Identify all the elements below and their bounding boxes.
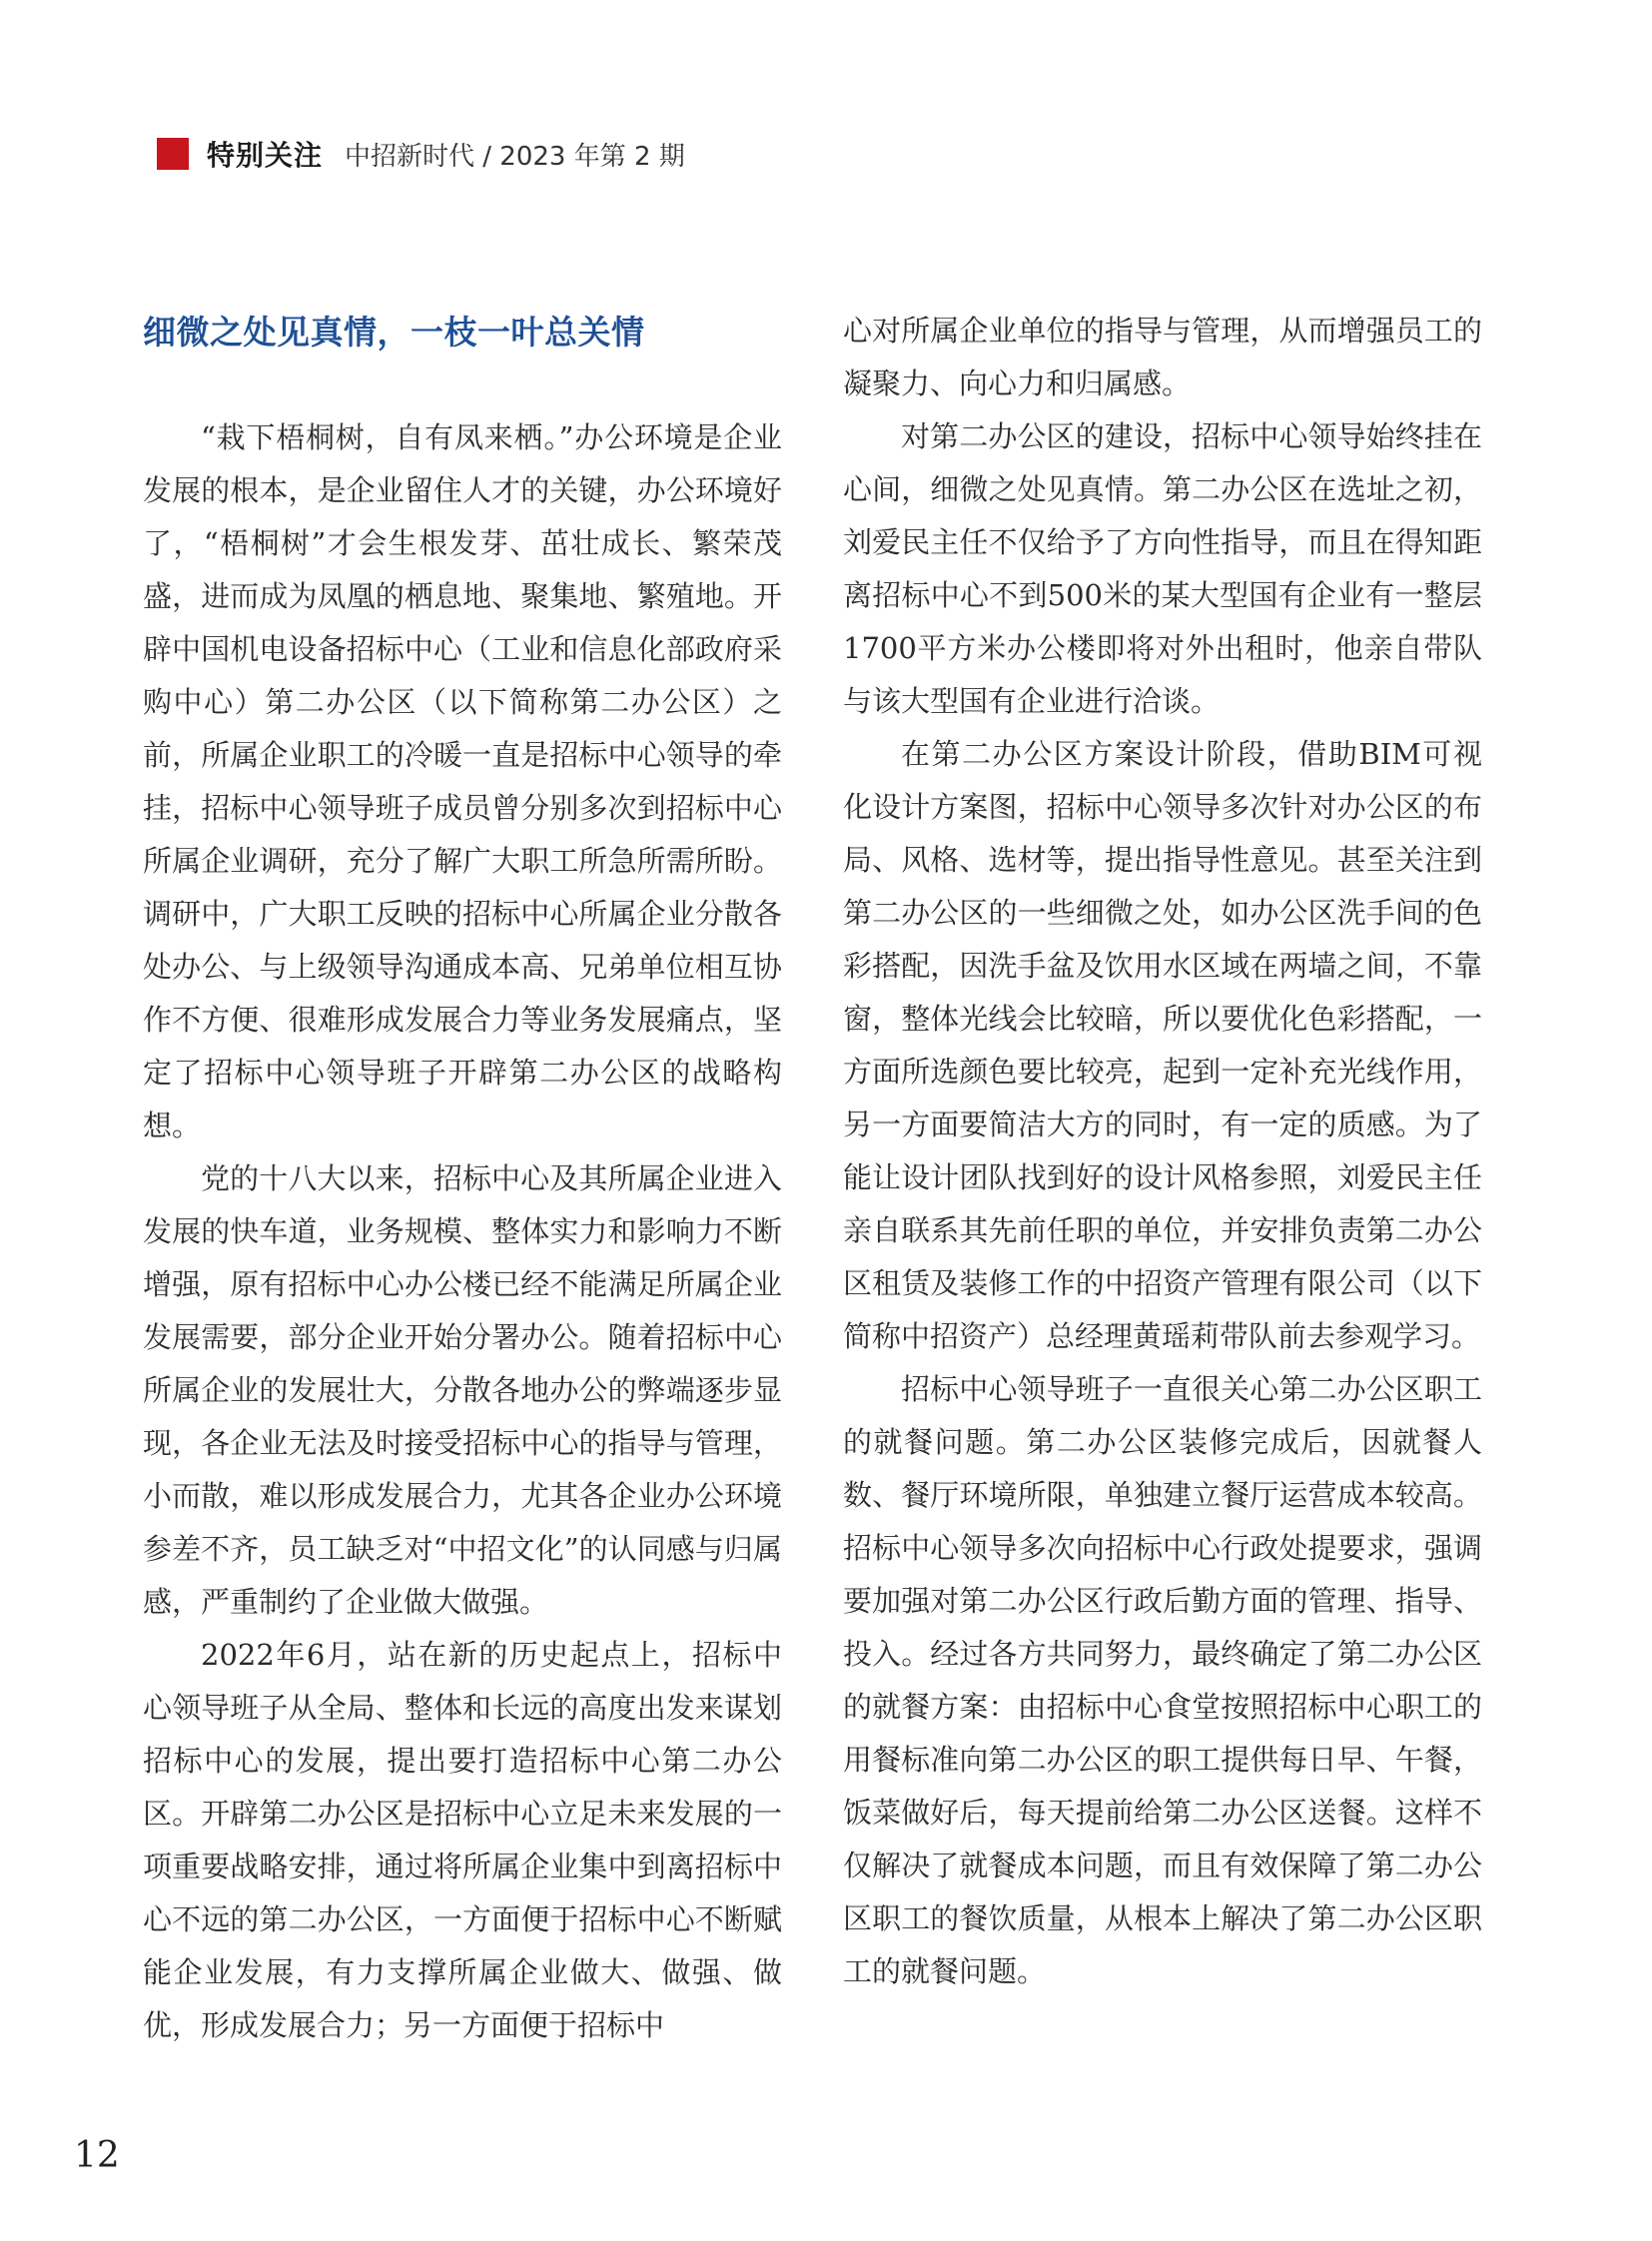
section-marker (157, 138, 189, 170)
paragraph: 2022年6月，站在新的历史起点上，招标中心领导班子从全局、整体和长远的高度出发来谋划招标中心的发展，提出要打造招标中心第二办公区。开辟第二办公区是招标中心立足未来发展的一项重要战略安排，通过将所属企业集中到离招标中心不远的第二办公区，一方面便于招标中心不断赋能企业发展，有力支撑所属企业做大、做强、做优，形成发展合力；另一方面便于招标中 (143, 1638, 782, 2042)
article-subtitle: 细微之处见真情，一枝一叶总关情 (143, 313, 645, 352)
section-label: 特别关注 (207, 139, 324, 172)
paragraph: 对第二办公区的建设，招标中心领导始终挂在心间，细微之处见真情。第二办公区在选址之初，刘爱民主任不仅给予了方向性指导，而且在得知距离招标中心不到500米的某大型国有企业有一整层1700平方米办公楼即将对外出租时，他亲自带队与该大型国有企业进行洽谈。 (843, 419, 1482, 718)
paragraph: 招标中心领导班子一直很关心第二办公区职工的就餐问题。第二办公区装修完成后，因就餐人数、餐厅环境所限，单独建立餐厅运营成本较高。招标中心领导多次向招标中心行政处提要求，强调要加强对第二办公区行政后勤方面的管理、指导、投入。经过各方共同努力，最终确定了第二办公区的就餐方案：由招标中心食堂按照招标中心职工的用餐标准向第二办公区的职工提供每日早、午餐，饭菜做好后，每天提前给第二办公区送餐。这样不仅解决了就餐成本问题，而且有效保障了第二办公区职工的餐饮质量，从根本上解决了第二办公区职工的就餐问题。 (843, 1372, 1482, 1988)
page-header (157, 136, 685, 172)
magazine-issue: 中招新时代 / 2023 年第 2 期 (345, 141, 685, 172)
paragraph: 党的十八大以来，招标中心及其所属企业进入发展的快车道，业务规模、整体实力和影响力不断增强，原有招标中心办公楼已经不能满足所属企业发展需要，部分企业开始分署办公。随着招标中心所属企业的发展壮大，分散各地办公的弊端逐步显现，各企业无法及时接受招标中心的指导与管理，小而散，难以形成发展合力，尤其各企业办公环境参差不齐，员工缺乏对“中招文化”的认同感与归属感，严重制约了企业做大做强。 (143, 1161, 782, 1619)
left-column (143, 306, 782, 2052)
paragraph-continuation: 心对所属企业单位的指导与管理，从而增强员工的凝聚力、向心力和归属感。 (843, 314, 1482, 400)
page-number: 12 (74, 2135, 120, 2176)
right-column (843, 306, 1482, 1998)
paragraph: 在第二办公区方案设计阶段，借助BIM可视化设计方案图，招标中心领导多次针对办公区的布局、风格、选材等，提出指导性意见。甚至关注到第二办公区的一些细微之处，如办公区洗手间的色彩搭配，因洗手盆及饮用水区域在两墙之间，不靠窗，整体光线会比较暗，所以要优化色彩搭配，一方面所选颜色要比较亮，起到一定补充光线作用，另一方面要简洁大方的同时，有一定的质感。为了能让设计团队找到好的设计风格参照，刘爱民主任亲自联系其先前任职的单位，并安排负责第二办公区租赁及装修工作的中招资产管理有限公司（以下简称中招资产）总经理黄瑶莉带队前去参观学习。 (843, 737, 1482, 1353)
paragraph: “栽下梧桐树，自有凤来栖。”办公环境是企业发展的根本，是企业留住人才的关键，办公环境好了，“梧桐树”才会生根发芽、茁壮成长、繁荣茂盛，进而成为凤凰的栖息地、聚集地、繁殖地。开辟中国机电设备招标中心（工业和信息化部政府采购中心）第二办公区（以下简称第二办公区）之前，所属企业职工的冷暖一直是招标中心领导的牵挂，招标中心领导班子成员曾分别多次到招标中心所属企业调研，充分了解广大职工所急所需所盼。调研中，广大职工反映的招标中心所属企业分散各处办公、与上级领导沟通成本高、兄弟单位相互协作不方便、很难形成发展合力等业务发展痛点，坚定了招标中心领导班子开辟第二办公区的战略构想。 (143, 420, 782, 1142)
